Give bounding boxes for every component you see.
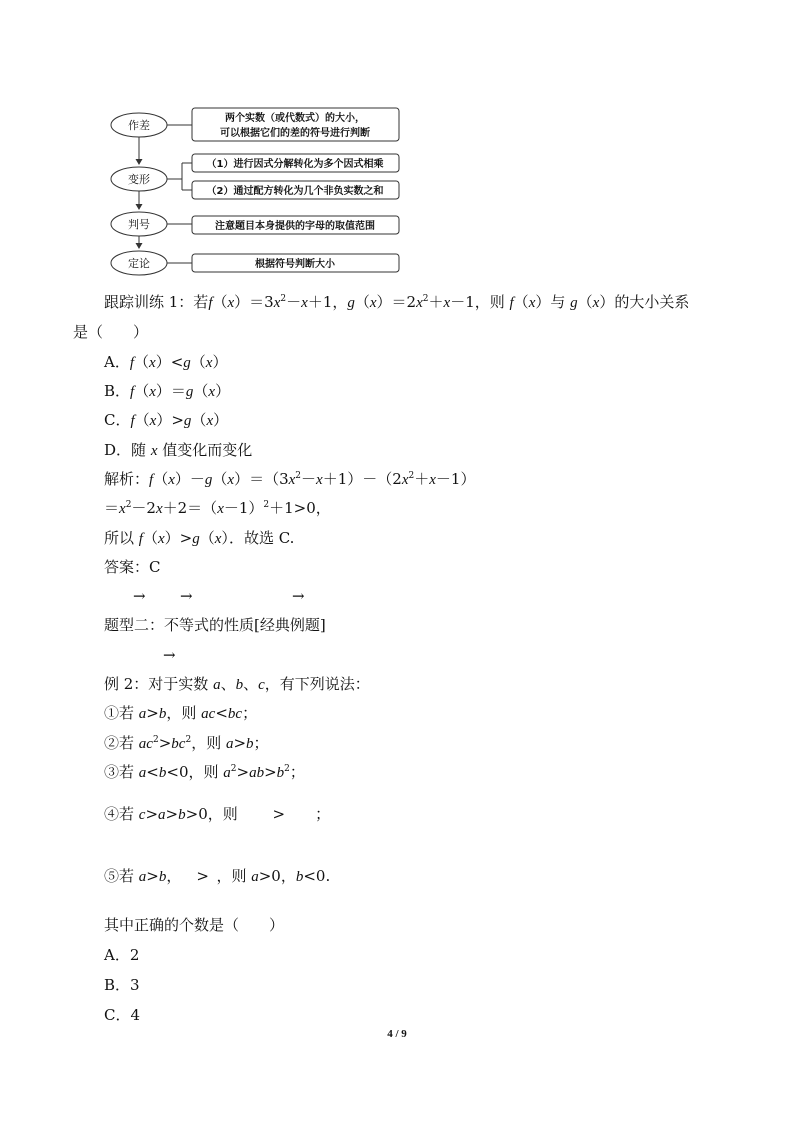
note-zuocha-line2: 可以根据它们的差的符号进行判断 (220, 128, 370, 139)
example-option-b: B．3 (104, 976, 140, 994)
statement-2: ②若 $ac^2>bc^2$，则 a>b； (104, 734, 269, 752)
method-flowchart (100, 104, 410, 280)
training-option-c: C．f（x）>g（x） (104, 411, 229, 429)
example-question: 其中正确的个数是（ ） (104, 916, 285, 934)
step-label-bianxing: 变形 (128, 173, 150, 186)
training-analysis-line2: $=x^2-2x+2=(x-1)^2+1>0$， (104, 499, 331, 517)
arrow-glyph: → (133, 587, 146, 605)
statement-1: ①若 a>b，则 ac<bc； (104, 704, 258, 722)
statement-4: ④若 c>a>b>0，则 > ； (104, 805, 331, 823)
step-label-panhao: 判号 (128, 218, 150, 231)
training-conclusion: 所以 f（x）>g（x）．故选 C. (104, 529, 295, 547)
section-title: 题型二：不等式的性质[经典例题] (104, 616, 326, 634)
note-panhao: 注意题目本身提供的字母的取值范围 (215, 221, 375, 232)
example-option-c: C．4 (104, 1006, 141, 1024)
example-stem: 例 2：对于实数 a、b、c，有下列说法： (104, 675, 370, 693)
training-lead: 跟踪训练 1：若 (104, 293, 209, 311)
example-option-a: A．2 (104, 946, 140, 964)
training-option-d: D．随 x 值变化而变化 (104, 441, 253, 459)
step-label-zuocha: 作差 (128, 119, 150, 132)
training-option-b: B．f（x）＝g（x） (104, 382, 231, 400)
page-number: 4 / 9 (387, 1028, 407, 1040)
arrow-glyph: → (292, 587, 305, 605)
training-tail: 的大小关系 (614, 293, 690, 311)
training-analysis-line1: 解析：$f(x)-g(x)=(3x^2-x+1)-(2x^2+x-1)$ (104, 470, 476, 488)
arrow-glyph: → (180, 587, 193, 605)
training-question-line1: 跟踪训练 1：若$f(x)=3x^2-x+1$，$g(x)=2x^2+x-1$，则 f（x）与 g（x）的大小关系 (104, 293, 690, 311)
note-bianxing-2: （2）通过配方转化为几个非负实数之和 (206, 186, 384, 197)
note-bianxing-1: （1）进行因式分解转化为多个因式相乘 (206, 159, 384, 170)
step-label-dinglun: 定论 (128, 257, 150, 270)
training-option-a: A．f（x）<g（x） (104, 353, 228, 371)
training-answer: 答案：C (104, 558, 161, 576)
note-zuocha-line1: 两个实数（或代数式）的大小， (225, 113, 365, 124)
training-question-line2: 是（ ） (73, 323, 149, 341)
statement-5: ⑤若 a>b， > ，则 a>0，b<0. (104, 867, 331, 885)
arrow-glyph: → (163, 646, 176, 664)
statement-3: ③若 a<b<0，则 $a^2>ab>b^2$； (104, 763, 305, 781)
note-dinglun: 根据符号判断大小 (255, 259, 335, 270)
